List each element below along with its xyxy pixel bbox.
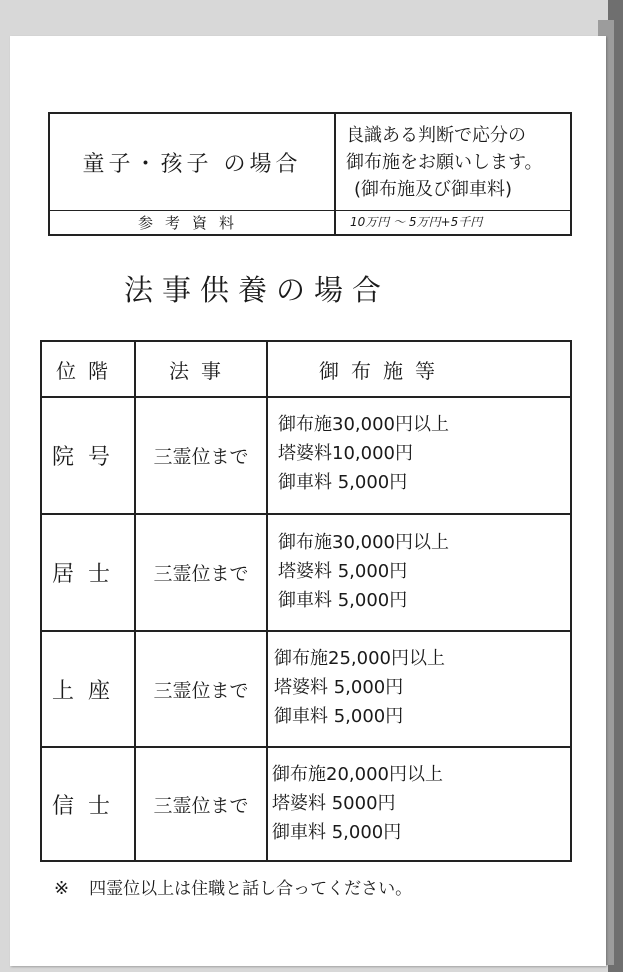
rite-cell: 三霊位まで (153, 679, 249, 702)
guidance-line-2: 御布施をお願いします。 (346, 152, 543, 173)
rite-cell: 三霊位まで (153, 563, 249, 585)
header-rite: 法事 (169, 358, 233, 383)
rank-cell: 院号 (51, 445, 124, 470)
stupa-fee: 塔婆料 5000円 (272, 793, 396, 814)
fees-cell (272, 760, 443, 847)
header-rank: 位階 (56, 358, 120, 383)
header-fees: 御布施等 (319, 358, 447, 383)
child-case-box (48, 112, 572, 236)
offering-fee: 御布施25,000円以上 (274, 648, 445, 669)
child-case-label: 童子・孩子 の場合 (50, 114, 336, 210)
reference-label: 参考資料 (50, 210, 336, 234)
footnote-text: 四霊位以上は住職と話し合ってください。 (89, 879, 413, 899)
fees-cell (278, 410, 449, 497)
fees-cell (274, 644, 445, 731)
reference-mark: ※ (54, 878, 70, 899)
stupa-fee: 塔婆料10,000円 (278, 443, 413, 464)
footnote (54, 874, 412, 899)
rank-cell: 上座 (51, 678, 124, 704)
car-fee: 御車料 5,000円 (278, 472, 408, 493)
fees-cell (278, 528, 449, 615)
rank-cell: 信士 (51, 793, 124, 819)
guidance-line-3: (御布施及び御車料) (354, 179, 513, 200)
stupa-fee: 塔婆料 5,000円 (278, 561, 408, 582)
car-fee: 御車料 5,000円 (274, 706, 404, 727)
rank-cell: 居士 (51, 562, 124, 587)
reference-amount: 10万円 〜 5万円+5千円 (336, 210, 570, 234)
section-heading: 法事供養の場合 (124, 273, 391, 307)
offering-fee: 御布施30,000円以上 (278, 414, 449, 435)
stupa-fee: 塔婆料 5,000円 (274, 677, 404, 698)
memorial-fee-table (40, 340, 572, 862)
rite-cell: 三霊位まで (153, 446, 249, 468)
car-fee: 御車料 5,000円 (278, 590, 408, 611)
offering-fee: 御布施20,000円以上 (272, 764, 443, 785)
offering-fee: 御布施30,000円以上 (278, 532, 449, 553)
car-fee: 御車料 5,000円 (272, 822, 402, 843)
guidance-line-1: 良識ある判断で応分の (346, 125, 526, 146)
rite-cell: 三霊位まで (153, 794, 249, 817)
child-case-guidance (336, 114, 570, 210)
column-divider (266, 342, 268, 860)
